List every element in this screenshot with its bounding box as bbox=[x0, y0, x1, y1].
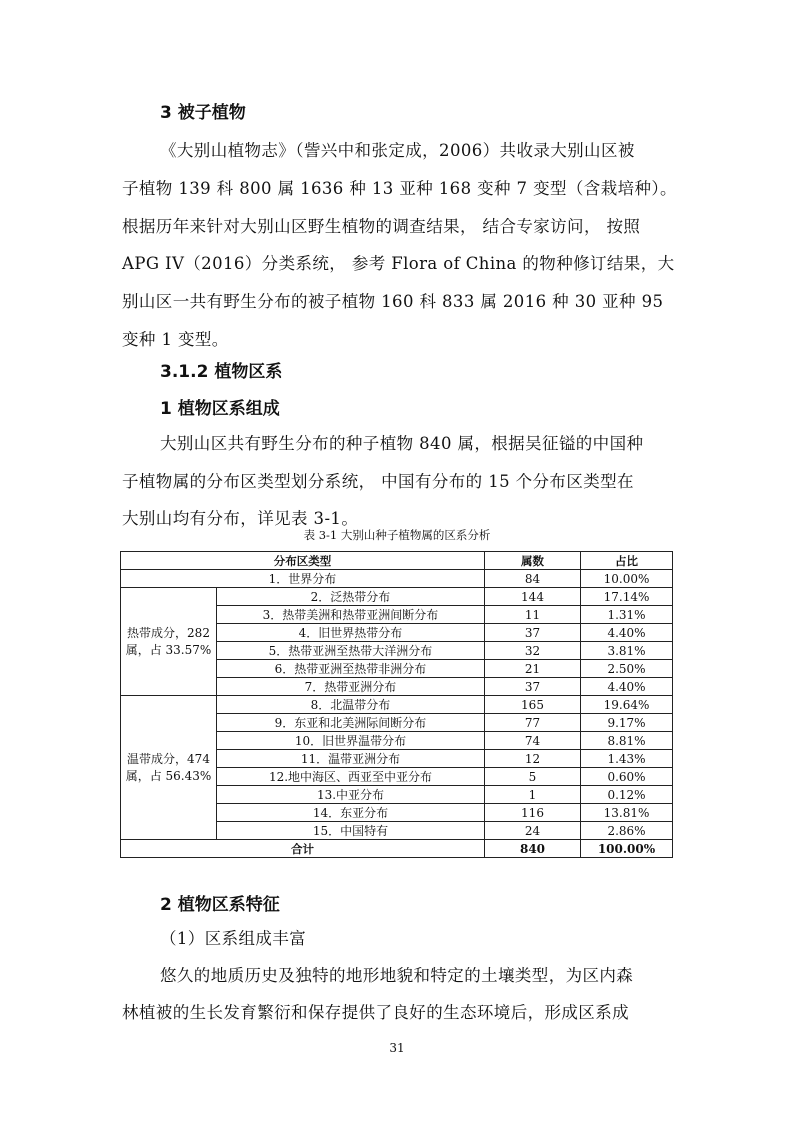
total-count: 840 bbox=[485, 840, 581, 858]
table-row bbox=[121, 696, 673, 714]
cell-type: 1．世界分布 bbox=[121, 570, 485, 588]
sub2-heading: 2 植物区系特征 bbox=[160, 895, 280, 915]
cell-percent: 4.40% bbox=[581, 678, 673, 696]
cell-count: 144 bbox=[485, 588, 581, 606]
group-temperate: 温带成分，474 属，占 56.43% bbox=[121, 696, 217, 840]
paragraph-line: APG IV（2016）分类系统， 参考 Flora of China 的物种修订结果，大 bbox=[122, 254, 675, 273]
cell-count: 5 bbox=[485, 768, 581, 786]
paragraph-line: 子植物 139 科 800 属 1636 种 13 亚种 168 变种 7 变型（含栽培种）。 bbox=[122, 179, 677, 198]
cell-count: 84 bbox=[485, 570, 581, 588]
cell-count: 165 bbox=[485, 696, 581, 714]
cell-percent: 19.64% bbox=[581, 696, 673, 714]
cell-type: 11．温带亚洲分布 bbox=[217, 750, 485, 768]
cell-type: 14．东亚分布 bbox=[217, 804, 485, 822]
cell-percent: 4.40% bbox=[581, 624, 673, 642]
page-number: 31 bbox=[389, 1041, 405, 1055]
cell-type: 8．北温带分布 bbox=[217, 696, 485, 714]
point-1: （1）区系组成丰富 bbox=[160, 929, 307, 948]
cell-percent: 3.81% bbox=[581, 642, 673, 660]
cell-percent: 2.50% bbox=[581, 660, 673, 678]
cell-type: 15．中国特有 bbox=[217, 822, 485, 840]
table-total-row bbox=[121, 840, 673, 858]
cell-percent: 8.81% bbox=[581, 732, 673, 750]
cell-type: 5．热带亚洲至热带大洋洲分布 bbox=[217, 642, 485, 660]
table-caption: 表 3-1 大别山种子植物属的区系分析 bbox=[303, 528, 491, 542]
subsection-heading: 3.1.2 植物区系 bbox=[160, 362, 283, 382]
cell-type: 3．热带美洲和热带亚洲间断分布 bbox=[217, 606, 485, 624]
cell-type: 13.中亚分布 bbox=[217, 786, 485, 804]
cell-type: 4．旧世界热带分布 bbox=[217, 624, 485, 642]
total-label: 合计 bbox=[121, 840, 485, 858]
cell-percent: 2.86% bbox=[581, 822, 673, 840]
header-percent: 占比 bbox=[581, 552, 673, 570]
cell-count: 74 bbox=[485, 732, 581, 750]
cell-type: 7．热带亚洲分布 bbox=[217, 678, 485, 696]
cell-count: 37 bbox=[485, 624, 581, 642]
cell-percent: 1.31% bbox=[581, 606, 673, 624]
cell-count: 37 bbox=[485, 678, 581, 696]
sub1-heading: 1 植物区系组成 bbox=[160, 399, 280, 419]
paragraph-line: 别山区一共有野生分布的被子植物 160 科 833 属 2016 种 30 亚种 95 bbox=[122, 292, 664, 311]
cell-type: 6．热带亚洲至热带非洲分布 bbox=[217, 660, 485, 678]
cell-percent: 1.43% bbox=[581, 750, 673, 768]
cell-count: 21 bbox=[485, 660, 581, 678]
cell-percent: 0.60% bbox=[581, 768, 673, 786]
distribution-table bbox=[120, 551, 673, 858]
cell-percent: 17.14% bbox=[581, 588, 673, 606]
paragraph-line: 大别山区共有野生分布的种子植物 840 属，根据吴征镒的中国种 bbox=[160, 434, 644, 453]
group-tropical: 热带成分，282 属，占 33.57% bbox=[121, 588, 217, 696]
table-header-row bbox=[121, 552, 673, 570]
header-type: 分布区类型 bbox=[121, 552, 485, 570]
cell-count: 12 bbox=[485, 750, 581, 768]
cell-type: 12.地中海区、西亚至中亚分布 bbox=[217, 768, 485, 786]
total-percent: 100.00% bbox=[581, 840, 673, 858]
header-count: 属数 bbox=[485, 552, 581, 570]
paragraph-line: 林植被的生长发育繁衍和保存提供了良好的生态环境后，形成区系成 bbox=[122, 1003, 629, 1022]
paragraph-line: 子植物属的分布区类型划分系统， 中国有分布的 15 个分布区类型在 bbox=[122, 472, 634, 491]
cell-count: 77 bbox=[485, 714, 581, 732]
paragraph-line: 大别山均有分布，详见表 3-1。 bbox=[122, 509, 359, 528]
cell-percent: 10.00% bbox=[581, 570, 673, 588]
paragraph-line: 变种 1 变型。 bbox=[122, 330, 229, 349]
paragraph-line: 根据历年来针对大别山区野生植物的调查结果， 结合专家访问， 按照 bbox=[122, 217, 641, 236]
cell-count: 11 bbox=[485, 606, 581, 624]
paragraph-line: 《大别山植物志》（訾兴中和张定成，2006）共收录大别山区被 bbox=[160, 141, 635, 160]
cell-type: 10．旧世界温带分布 bbox=[217, 732, 485, 750]
cell-percent: 13.81% bbox=[581, 804, 673, 822]
table-row bbox=[121, 588, 673, 606]
cell-type: 9．东亚和北美洲际间断分布 bbox=[217, 714, 485, 732]
cell-percent: 0.12% bbox=[581, 786, 673, 804]
table-row bbox=[121, 570, 673, 588]
cell-type: 2．泛热带分布 bbox=[217, 588, 485, 606]
cell-count: 32 bbox=[485, 642, 581, 660]
cell-percent: 9.17% bbox=[581, 714, 673, 732]
cell-count: 1 bbox=[485, 786, 581, 804]
cell-count: 116 bbox=[485, 804, 581, 822]
section-heading: 3 被子植物 bbox=[160, 103, 246, 123]
paragraph-line: 悠久的地质历史及独特的地形地貌和特定的土壤类型，为区内森 bbox=[160, 966, 634, 985]
cell-count: 24 bbox=[485, 822, 581, 840]
